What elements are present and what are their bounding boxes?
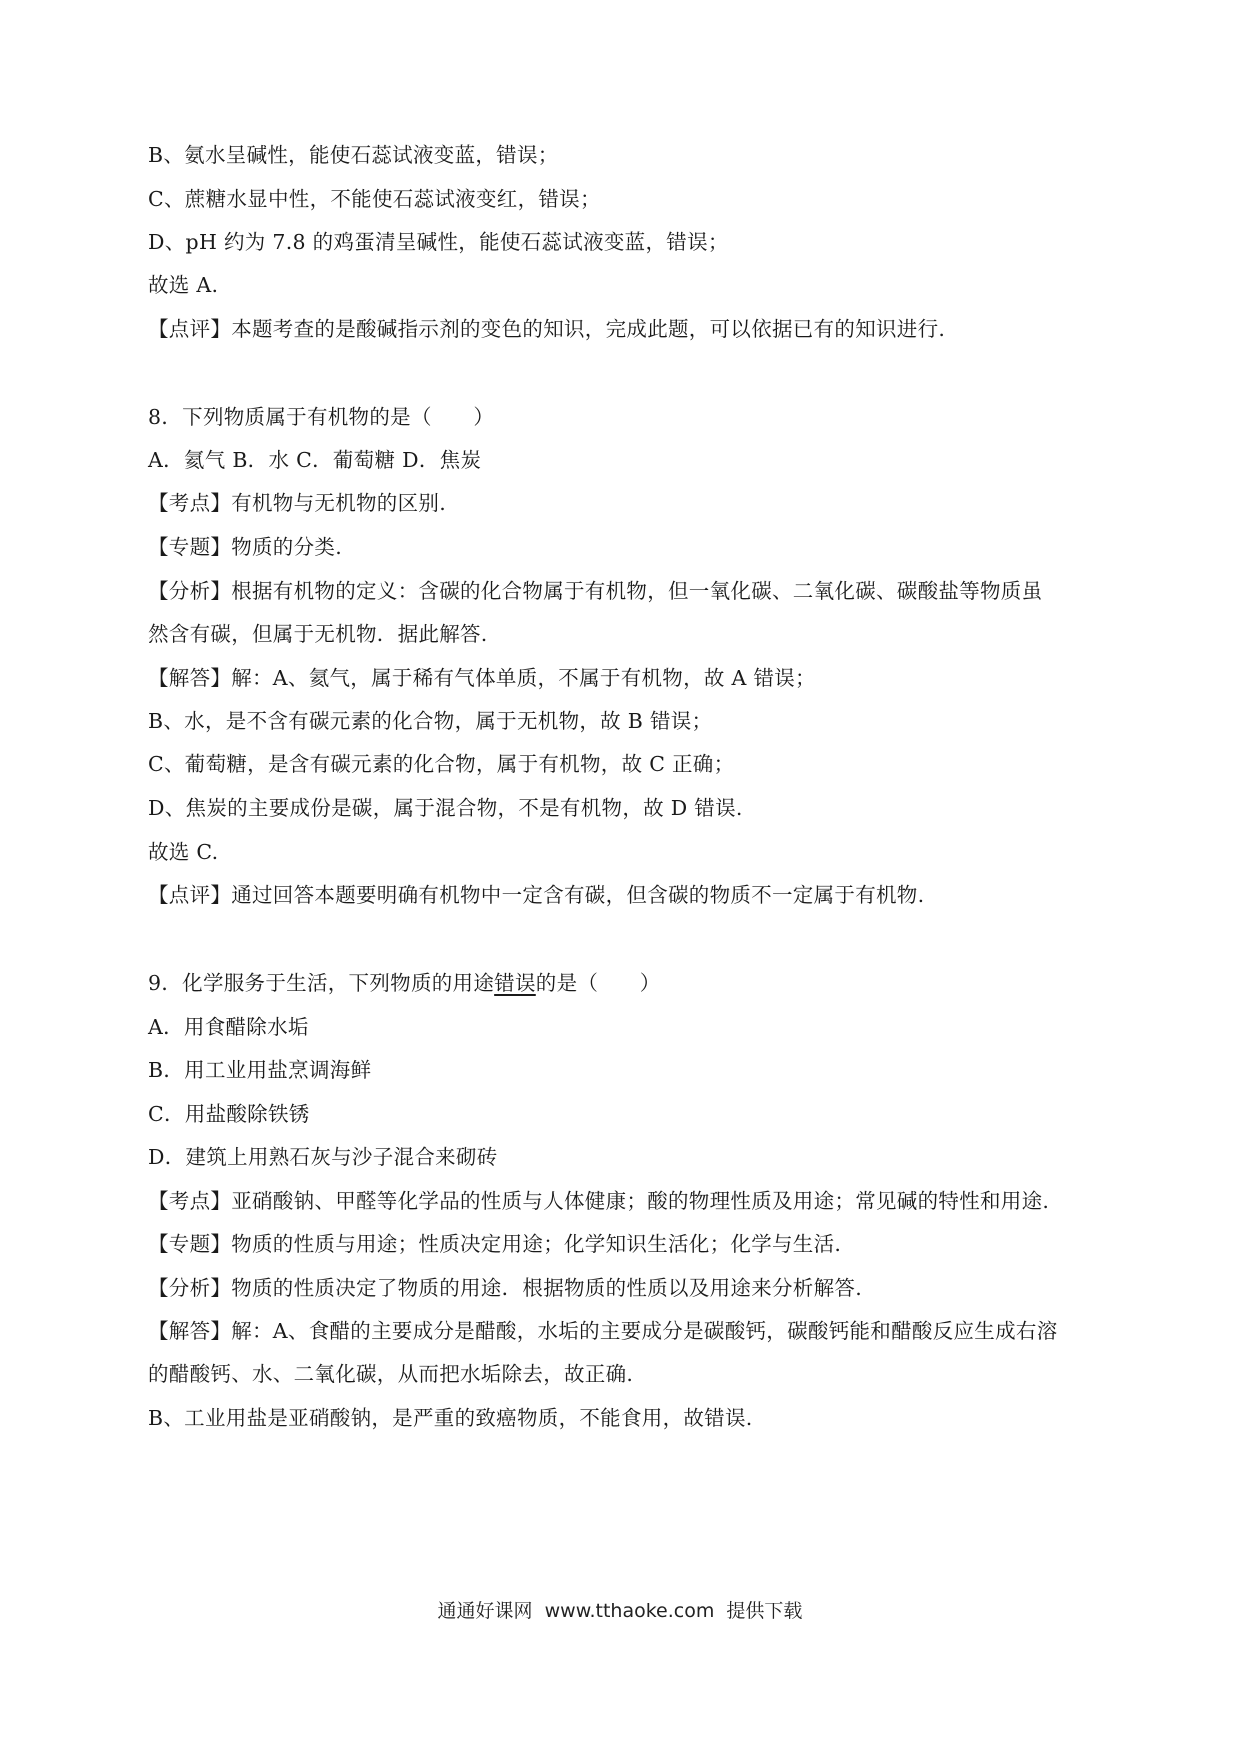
q9-stem-prefix: 9．化学服务于生活，下列物质的用途 <box>148 971 495 995</box>
page-footer <box>0 1596 1240 1623</box>
footer-url[interactable]: www.tthaoke.com <box>544 1600 715 1622</box>
q9-stem-suffix: 的是（ ） <box>535 971 661 995</box>
q8-options: A．氦气 B．水 C．葡萄糖 D．焦炭 <box>148 448 482 472</box>
footer-site-name: 通通好课网 <box>437 1600 533 1622</box>
prev-answer-c: C、蔗糖水显中性，不能使石蕊试液变红，错误； <box>148 187 601 211</box>
q8-solution-d: D、焦炭的主要成份是碳，属于混合物，不是有机物，故 D 错误. <box>148 796 743 820</box>
q8-analysis-line-2: 然含有碳，但属于无机物．据此解答. <box>148 622 488 646</box>
q8-solution-a: 【解答】解：A、氦气，属于稀有气体单质，不属于有机物，故 A 错误； <box>148 666 816 690</box>
q9-solution-b: B、工业用盐是亚硝酸钠，是严重的致癌物质，不能食用，故错误. <box>148 1406 753 1430</box>
q8-solution-c: C、葡萄糖，是含有碳元素的化合物，属于有机物，故 C 正确； <box>148 752 735 776</box>
q9-kaodian: 【考点】亚硝酸钠、甲醛等化学品的性质与人体健康；酸的物理性质及用途；常见碱的特性和用途. <box>148 1189 1050 1213</box>
prev-comment: 【点评】本题考查的是酸碱指示剂的变色的知识，完成此题，可以依据已有的知识进行. <box>148 317 946 341</box>
q9-stem <box>148 968 1108 998</box>
prev-answer-d: D、pH 约为 7.8 的鸡蛋清呈碱性，能使石蕊试液变蓝，错误； <box>148 230 729 254</box>
footer-suffix: 提供下载 <box>726 1600 803 1622</box>
q9-analysis: 【分析】物质的性质决定了物质的用途．根据物质的性质以及用途来分析解答. <box>148 1276 863 1300</box>
q9-solution-line-2: 的醋酸钙、水、二氧化碳，从而把水垢除去，故正确. <box>148 1362 634 1386</box>
q8-kaodian: 【考点】有机物与无机物的区别. <box>148 491 447 515</box>
q9-option-b: B．用工业用盐烹调海鲜 <box>148 1058 372 1082</box>
q9-option-a: A．用食醋除水垢 <box>148 1015 309 1039</box>
q8-choice: 故选 C. <box>148 840 219 864</box>
q9-solution-line-1: 【解答】解：A、食醋的主要成分是醋酸，水垢的主要成分是碳酸钙，碳酸钙能和醋酸反应生成右溶 <box>148 1319 1058 1343</box>
q9-zhuanti: 【专题】物质的性质与用途；性质决定用途；化学知识生活化；化学与生活. <box>148 1232 842 1256</box>
q8-stem: 8．下列物质属于有机物的是（ ） <box>148 405 495 429</box>
q8-analysis-line-1: 【分析】根据有机物的定义：含碳的化合物属于有机物，但一氧化碳、二氧化碳、碳酸盐等物质虽 <box>148 579 1043 603</box>
q9-stem-emphasis: 错误 <box>494 971 536 995</box>
q9-option-c: C．用盐酸除铁锈 <box>148 1102 310 1126</box>
q8-comment: 【点评】通过回答本题要明确有机物中一定含有碳，但含碳的物质不一定属于有机物. <box>148 883 925 907</box>
q8-solution-b: B、水，是不含有碳元素的化合物，属于无机物，故 B 错误； <box>148 709 713 733</box>
q9-option-d: D．建筑上用熟石灰与沙子混合来砌砖 <box>148 1145 498 1169</box>
q8-zhuanti: 【专题】物质的分类. <box>148 535 343 559</box>
prev-choice: 故选 A. <box>148 273 219 297</box>
prev-answer-b: B、氨水呈碱性，能使石蕊试液变蓝，错误； <box>148 143 559 167</box>
